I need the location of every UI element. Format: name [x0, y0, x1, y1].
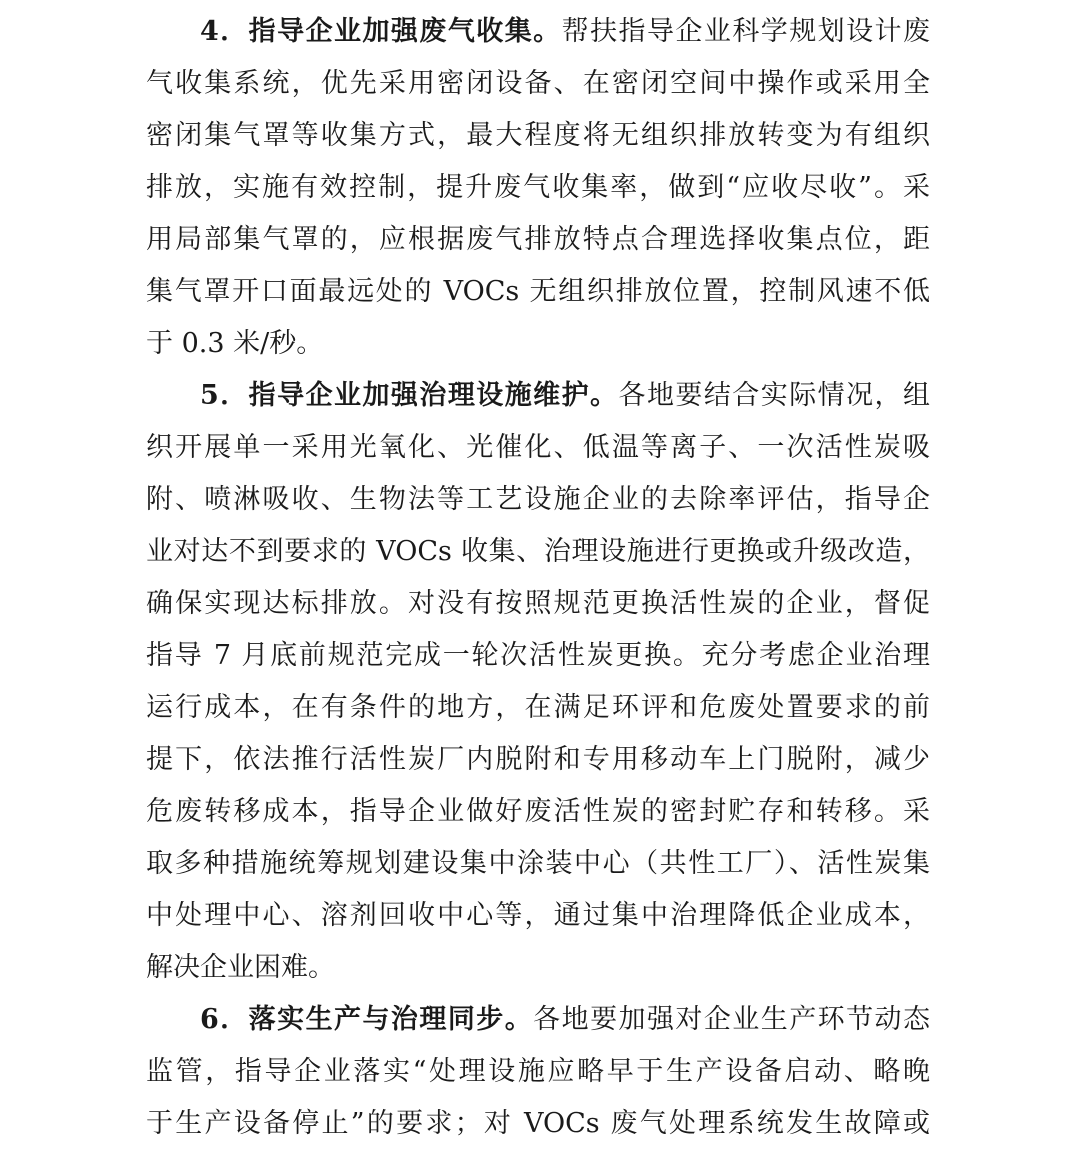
paragraph-4-line-7: 于 0.3 米/秒。 [146, 328, 324, 359]
paragraph-6-line-3: 于生产设备停止”的要求；对 VOCs 废气处理系统发生故障或 [146, 1108, 930, 1139]
paragraph-6-line-1-text: 各地要加强对企业生产环节动态 [533, 1004, 930, 1035]
paragraph-5-line-11: 中处理中心、溶剂回收中心等，通过集中治理降低企业成本， [146, 900, 930, 931]
paragraph-4-line-6: 集气罩开口面最远处的 VOCs 无组织排放位置，控制风速不低 [146, 276, 930, 307]
paragraph-6-heading: 6．落实生产与治理同步。 [200, 1004, 534, 1035]
paragraph-5-line-5: 确保实现达标排放。对没有按照规范更换活性炭的企业，督促 [146, 588, 930, 619]
paragraph-4-line-1-text: 帮扶指导企业科学规划设计废 [561, 16, 931, 47]
paragraph-4-heading: 4．指导企业加强废气收集。 [200, 16, 562, 47]
paragraph-5-line-6: 指导 7 月底前规范完成一轮次活性炭更换。充分考虑企业治理 [146, 640, 930, 671]
paragraph-5-line-1 [200, 370, 930, 422]
paragraph-4-line-1 [200, 6, 930, 58]
paragraph-5-line-7: 运行成本，在有条件的地方，在满足环评和危废处置要求的前 [146, 692, 930, 723]
paragraph-5-line-9: 危废转移成本，指导企业做好废活性炭的密封贮存和转移。采 [146, 796, 930, 827]
paragraph-5-line-10: 取多种措施统筹规划建设集中涂装中心（共性工厂）、活性炭集 [146, 848, 930, 879]
paragraph-5-line-4: 业对达不到要求的 VOCs 收集、治理设施进行更换或升级改造， [146, 536, 930, 567]
paragraph-5-line-12: 解决企业困难。 [146, 952, 335, 983]
paragraph-4-line-5: 用局部集气罩的，应根据废气排放特点合理选择收集点位，距 [146, 224, 930, 255]
paragraph-4-line-2: 气收集系统，优先采用密闭设备、在密闭空间中操作或采用全 [146, 68, 930, 99]
paragraph-6-line-2: 监管，指导企业落实“处理设施应略早于生产设备启动、略晚 [146, 1056, 930, 1087]
paragraph-4-line-4: 排放，实施有效控制，提升废气收集率，做到“应收尽收”。采 [146, 172, 930, 203]
paragraph-5-line-8: 提下，依法推行活性炭厂内脱附和专用移动车上门脱附，减少 [146, 744, 930, 775]
paragraph-5-line-3: 附、喷淋吸收、生物法等工艺设施企业的去除率评估，指导企 [146, 484, 930, 515]
paragraph-4-line-3: 密闭集气罩等收集方式，最大程度将无组织排放转变为有组织 [146, 120, 930, 151]
paragraph-5-line-1-text: 各地要结合实际情况，组 [618, 380, 930, 411]
paragraph-5-line-2: 织开展单一采用光氧化、光催化、低温等离子、一次活性炭吸 [146, 432, 930, 463]
paragraph-6-line-1 [200, 994, 930, 1046]
paragraph-5-heading: 5．指导企业加强治理设施维护。 [200, 380, 619, 411]
